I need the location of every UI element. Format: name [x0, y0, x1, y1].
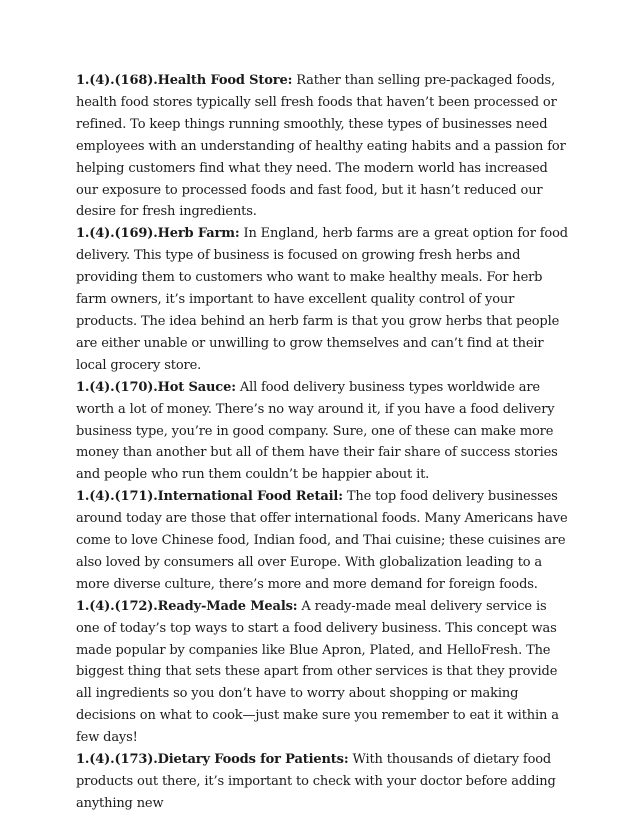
- entry-international-food-retail: [76, 486, 570, 596]
- document-page: [76, 70, 570, 815]
- entry-heading: 1.(4).(170).Hot Sauce:: [76, 379, 236, 395]
- entry-heading: 1.(4).(171).International Food Retail:: [76, 489, 343, 505]
- entry-heading: 1.(4).(169).Herb Farm:: [76, 226, 240, 242]
- entry-body: All food delivery business types worldwide are worth a lot of money. There’s no way around it, if you have a food delivery business type, you’re in good company. Sure, one of these can make more money than another but all of them have their fair share of success stories and people who run them couldn’t be happier about it.: [76, 379, 558, 483]
- entry-hot-sauce: [76, 377, 570, 487]
- entry-heading: 1.(4).(172).Ready-Made Meals:: [76, 598, 298, 614]
- entry-body: Rather than selling pre-packaged foods, health food stores typically sell fresh foods that haven’t been processed or refined. To keep things running smoothly, these types of businesses need employees with an understanding of healthy eating habits and a passion for helping customers find what they need. The modern world has increased our exposure to processed foods and fast food, but it hasn’t reduced our desire for fresh ingredients.: [76, 73, 566, 220]
- entry-herb-farm: [76, 223, 570, 376]
- entry-body: A ready-made meal delivery service is one of today’s top ways to start a food delivery business. This concept was made popular by companies like Blue Apron, Plated, and HelloFresh. The biggest thing that sets these apart from other services is that they provide all ingredients so you don’t have to worry about shopping or making decisions on what to cook—just make sure you remember to eat it within a few days!: [76, 598, 559, 746]
- entry-dietary-foods: [76, 749, 570, 815]
- entry-body: With thousands of dietary food products out there, it’s important to check with your doctor before adding anything new: [76, 752, 556, 811]
- entry-heading: 1.(4).(173).Dietary Foods for Patients:: [76, 752, 349, 768]
- entry-body: In England, herb farms are a great option for food delivery. This type of business is focused on growing fresh herbs and providing them to customers who want to make healthy meals. For herb farm owners, it’s important to have excellent quality control of your products. The idea behind an herb farm is that you grow herbs that people are either unable or unwilling to grow themselves and can’t find at their local grocery store.: [76, 226, 568, 373]
- entry-health-food-store: [76, 70, 570, 223]
- entry-heading: 1.(4).(168).Health Food Store:: [76, 73, 293, 88]
- entry-ready-made-meals: [76, 596, 570, 749]
- entry-body: The top food delivery businesses around today are those that offer international foods. Many Americans have come to love Chinese food, Indian food, and Thai cuisine; these cuisines are also loved by consumers all over Europe. With globalization leading to a more diverse culture, there’s more and more demand for foreign foods.: [76, 489, 568, 592]
